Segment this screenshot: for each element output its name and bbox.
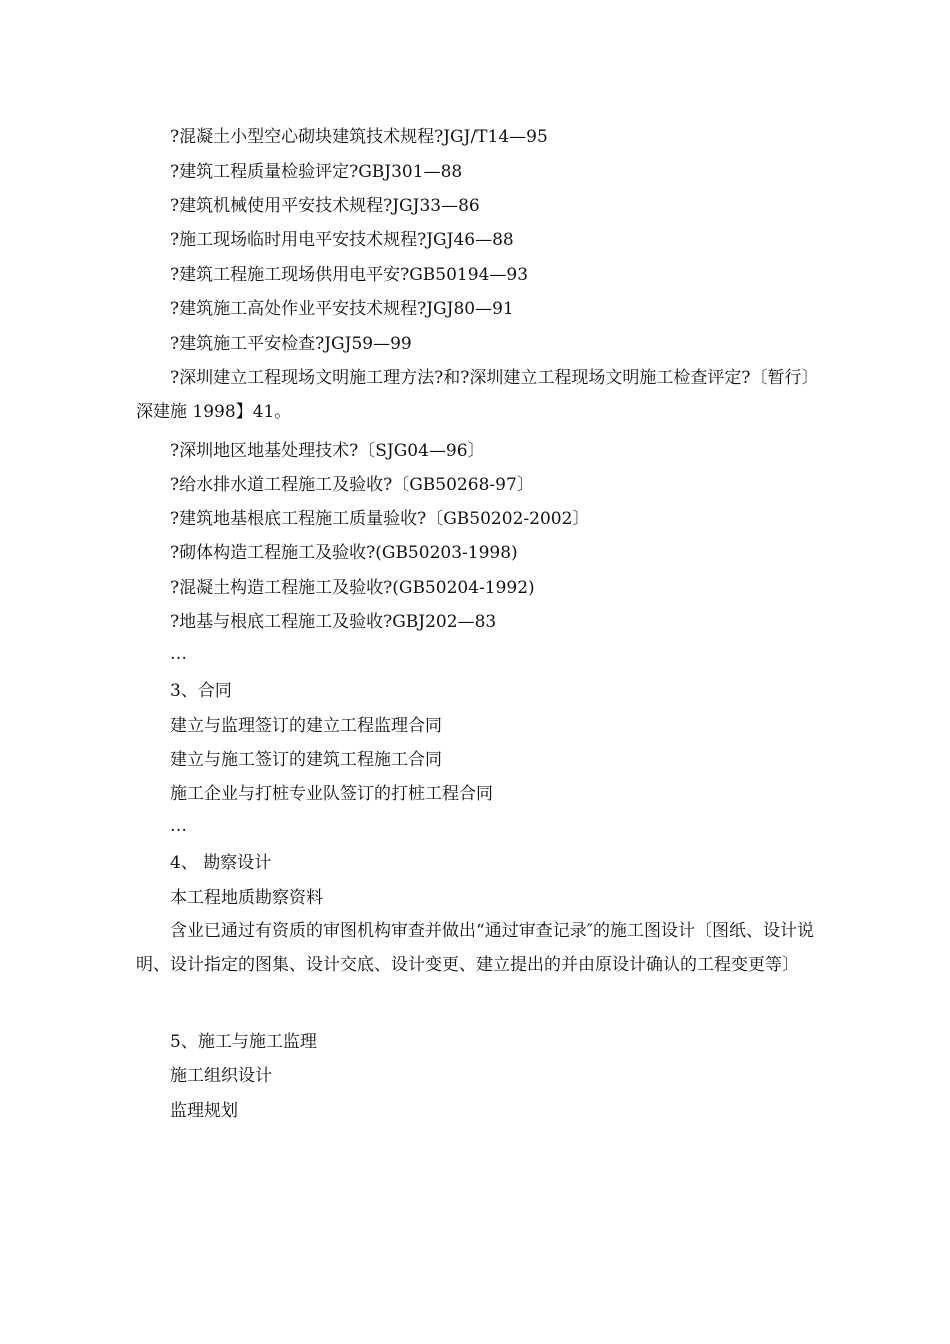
construction-item-2: 监理规划 [170, 1101, 238, 1121]
section-4-heading: 4、 勘察设计 [170, 853, 272, 873]
contract-item-3: 施工企业与打桩专业队签订的打桩工程合同 [170, 784, 493, 804]
contract-item-2: 建立与施工签订的建筑工程施工合同 [170, 750, 442, 770]
shenzhen-regulation-paragraph: ?深圳建立工程现场文明施工理方法?和?深圳建立工程现场文明施工检查评定?〔暂行〕 深建施 1998】41。 [136, 368, 819, 422]
regulation-line-5: ?建筑工程施工现场供用电平安?GB50194—93 [170, 265, 529, 285]
regulation-line-7: ?建筑施工平安检查?JGJ59—99 [170, 334, 412, 354]
regulation-line-13: ?地基与根底工程施工及验收?GBJ202—83 [170, 612, 497, 632]
ellipsis-line-2: … [170, 816, 187, 836]
design-paragraph: 含业已通过有资质的审图机构审查并做出“通过审查记录″的施工图设计〔图纸、设计说明、设计指定的图集、设计交底、设计变更、建立提出的并由原设计确认的工程变更等〕 [136, 921, 815, 975]
regulation-line-8: ?深圳地区地基处理技术?〔SJG04—96〕 [170, 441, 485, 461]
regulation-line-11: ?砌体构造工程施工及验收?(GB50203-1998) [170, 543, 518, 563]
ellipsis-line-1: … [170, 644, 187, 664]
regulation-line-3: ?建筑机械使用平安技术规程?JGJ33—86 [170, 196, 480, 216]
regulation-line-12: ?混凝土构造工程施工及验收?(GB50204-1992) [170, 578, 535, 598]
section-5-heading: 5、施工与施工监理 [170, 1032, 317, 1052]
section-3-heading: 3、合同 [170, 681, 232, 701]
regulation-line-2: ?建筑工程质量检验评定?GBJ301—88 [170, 162, 463, 182]
survey-item-1: 本工程地质勘察资料 [170, 888, 323, 908]
regulation-line-9: ?给水排水道工程施工及验收?〔GB50268-97〕 [170, 475, 534, 495]
regulation-line-6: ?建筑施工高处作业平安技术规程?JGJ80—91 [170, 299, 514, 319]
construction-item-1: 施工组织设计 [170, 1066, 272, 1086]
regulation-line-1: ?混凝土小型空心砌块建筑技术规程?JGJ/T14—95 [170, 127, 548, 147]
regulation-line-4: ?施工现场临时用电平安技术规程?JGJ46—88 [170, 230, 514, 250]
contract-item-1: 建立与监理签订的建立工程监理合同 [170, 716, 442, 736]
regulation-line-10: ?建筑地基根底工程施工质量验收?〔GB50202-2002〕 [170, 509, 590, 529]
